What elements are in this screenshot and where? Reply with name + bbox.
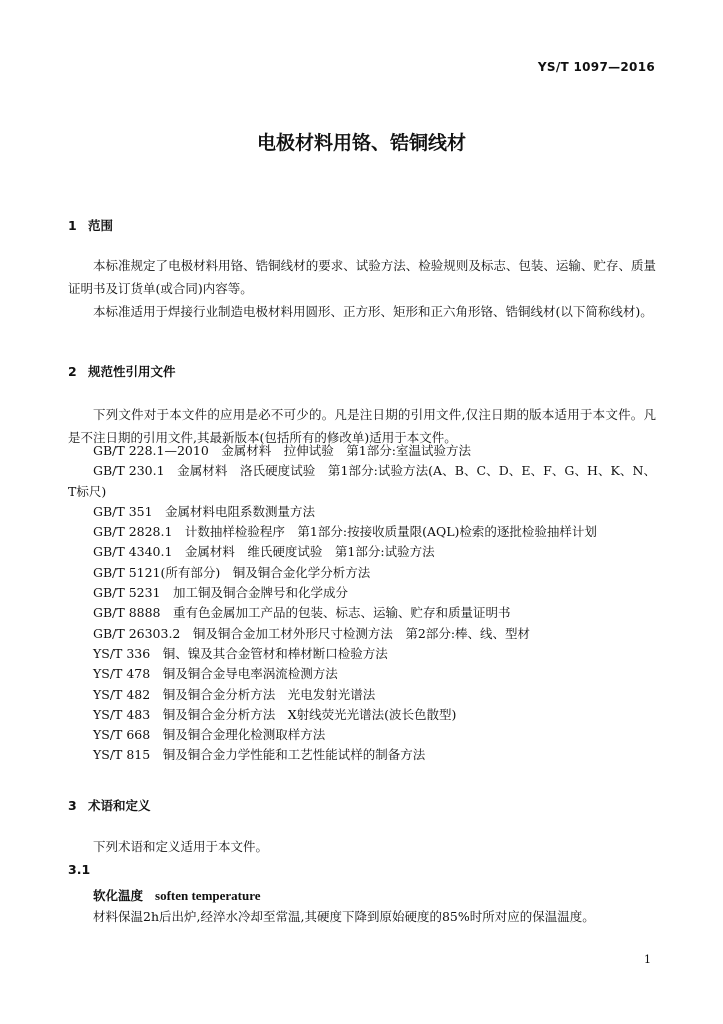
reference-item: YS/T 478 铜及铜合金导电率涡流检测方法 [93,666,338,682]
scope-paragraph-2: 本标准适用于焊接行业制造电极材料用圆形、正方形、矩形和正六角形铬、锆铜线材(以下简称线材)。 [93,304,653,319]
section-title: 术语和定义 [88,798,151,813]
term-english: soften temperature [155,888,261,903]
section-number: 2 [68,364,77,379]
section-3-heading [68,796,151,814]
section-number: 3 [68,798,77,813]
reference-item: GB/T 228.1—2010 金属材料 拉伸试验 第1部分:室温试验方法 [93,443,471,458]
term-entry [93,886,261,904]
reference-item: GB/T 2828.1 计数抽样检验程序 第1部分:按接收质量限(AQL)检索的逐批检验抽样计划 [93,524,597,540]
term-definition: 材料保温2h后出炉,经淬水冷却至常温,其硬度下降到原始硬度的85%时所对应的保温温度。 [93,909,595,924]
section-1-heading [68,216,113,234]
page-number: 1 [644,953,651,966]
clause-number: 3.1 [68,862,91,877]
reference-item: YS/T 482 铜及铜合金分析方法 光电发射光谱法 [93,686,376,702]
standard-code: YS/T 1097—2016 [537,60,655,74]
references-intro: 下列文件对于本文件的应用是必不可少的。凡是注日期的引用文件,仅注日期的版本适用于本文件。凡是不注日期的引用文件,其最新版本(包括所有的修改单)适用于本文件。 [68,407,656,445]
reference-item: YS/T 336 铜、镍及其合金管材和棒材断口检验方法 [93,645,388,661]
reference-item: GB/T 5231 加工铜及铜合金牌号和化学成分 [93,585,349,601]
term-chinese: 软化温度 [93,888,144,903]
reference-item: YS/T 483 铜及铜合金分析方法 X射线荧光光谱法(波长色散型) [93,706,457,722]
reference-item: GB/T 5121(所有部分) 铜及铜合金化学分析方法 [93,564,371,580]
scope-paragraph-1: 本标准规定了电极材料用铬、锆铜线材的要求、试验方法、检验规则及标志、包装、运输、贮存、质量证明书及订货单(或合同)内容等。 [68,258,656,296]
section-2-heading [68,362,176,380]
section-number: 1 [68,218,77,233]
reference-item: GB/T 351 金属材料电阻系数测量方法 [93,503,316,519]
reference-item: GB/T 230.1 金属材料 洛氏硬度试验 第1部分:试验方法(A、B、C、D、E、F、G、H、K、N、T标尺) [68,463,656,499]
document-title: 电极材料用铬、锆铜线材 [256,132,466,154]
reference-item: GB/T 8888 重有色金属加工产品的包装、标志、运输、贮存和质量证明书 [93,605,511,621]
reference-item: YS/T 668 铜及铜合金理化检测取样方法 [93,727,326,743]
reference-item: YS/T 815 铜及铜合金力学性能和工艺性能试样的制备方法 [93,747,426,763]
reference-item: GB/T 4340.1 金属材料 维氏硬度试验 第1部分:试验方法 [93,544,435,560]
terms-intro: 下列术语和定义适用于本文件。 [93,839,269,854]
reference-item: GB/T 26303.2 铜及铜合金加工材外形尺寸检测方法 第2部分:棒、线、型材 [93,625,531,641]
section-title: 范围 [88,218,114,233]
section-title: 规范性引用文件 [88,364,176,379]
reference-list [68,441,656,766]
